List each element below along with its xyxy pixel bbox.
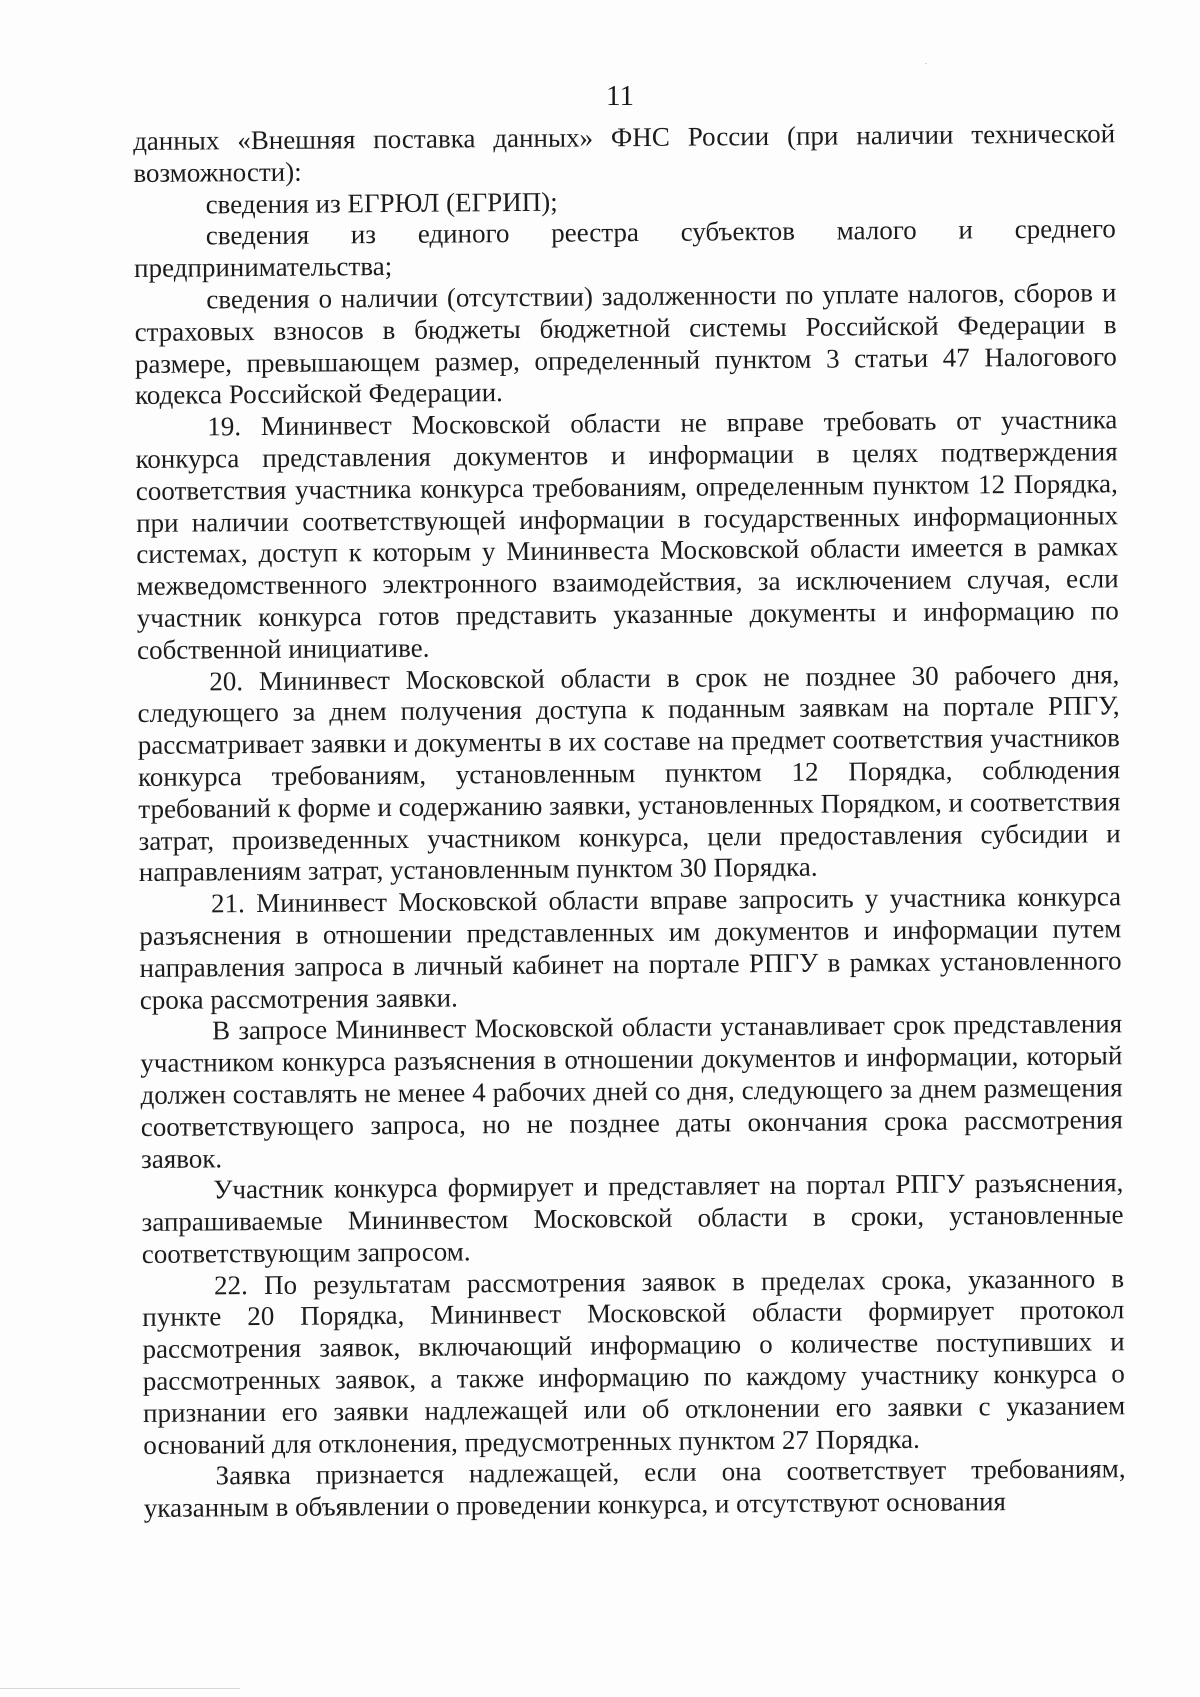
list-item-egrul: сведения из ЕГРЮЛ (ЕГРИП); — [205, 186, 558, 220]
clause-19: 19. Мининвест Московской области не вправе требовать от участника конкурса представления документов и информации в целях подтверждения соответствия участника конкурса требованиям, определенным пунктом 12 Порядка, при наличии соответствующей информации в государственных информационных системах, доступ к которым у Мининвеста Московской области имеется в рамках межведомственного электронного взаимодействия, за исключением случая, если участник конкурса готов представить указанные документы и информацию по собственной инициативе. — [135, 404, 1119, 665]
clause-21-request: В запросе Мининвест Московской области устанавливает срок представления участником конкурса разъяснения в отношении документов и информации, который должен составлять не менее 4 рабочих дней со дня, следующего за днем размещения соответствующего запроса, но не позднее даты окончания срока рассмотрения заявок. — [140, 1008, 1123, 1174]
page-number: 11 — [606, 80, 634, 112]
clause-22-proper-application: Заявка признается надлежащей, если она соответствует требованиям, указанным в объявлении о проведении конкурса, и отсутствуют основания — [143, 1453, 1126, 1524]
clause-20: 20. Мининвест Московской области в срок не позднее 30 рабочего дня, следующего за днем получения доступа к поданным заявкам на портале РПГУ, рассматривает заявки и документы в их составе на предмет соответствия участников конкурса требованиям, установленным пунктом 12 Порядка, соблюдения требований к форме и содержанию заявки, установленных Порядком, и соответствия затрат, произведенных участником конкурса, цели предоставления субсидии и направлениям затрат, установленным пунктом 30 Порядка. — [137, 658, 1121, 888]
list-item-sme-registry: сведения из единого реестра субъектов малого и среднего предпринимательства; — [133, 213, 1116, 284]
list-item-tax-debt: сведения о наличии (отсутствии) задолженности по уплате налогов, сборов и страховых взносов в бюджеты бюджетной системы Российской Федерации в размере, превышающем размер, определенный пунктом 3 статьи 47 Налогового кодекса Российской Федерации. — [134, 277, 1117, 411]
clause-21-response: Участник конкурса формирует и представляет на портал РПГУ разъяснения, запрашиваемые Мининвестом Московской области в сроки, установленные соответствующим запросом. — [141, 1167, 1124, 1269]
clause-21: 21. Мининвест Московской области вправе запросить у участника конкурса разъяснения в отношении представленных им документов и информации путем направления запроса в личный кабинет на портале РПГУ в рамках установленного срока рассмотрения заявки. — [139, 881, 1122, 1015]
clause-22: 22. По результатам рассмотрения заявок в пределах срока, указанного в пункте 20 Порядка, Мининвест Московской области формирует протокол рассмотрения заявок, включающий информацию о количестве поступивших и рассмотренных заявок, а также информацию по каждому участнику конкурса о признании его заявки надлежащей или об отклонении его заявки с указанием оснований для отклонения, предусмотренных пунктом 27 Порядка. — [142, 1262, 1126, 1460]
document-body — [133, 118, 1126, 1525]
paragraph-continuation: данных «Внешняя поставка данных» ФНС России (при наличии технической возможности): — [133, 118, 1116, 188]
scan-artifact — [925, 63, 927, 64]
scan-artifact-line — [0, 1688, 240, 1689]
